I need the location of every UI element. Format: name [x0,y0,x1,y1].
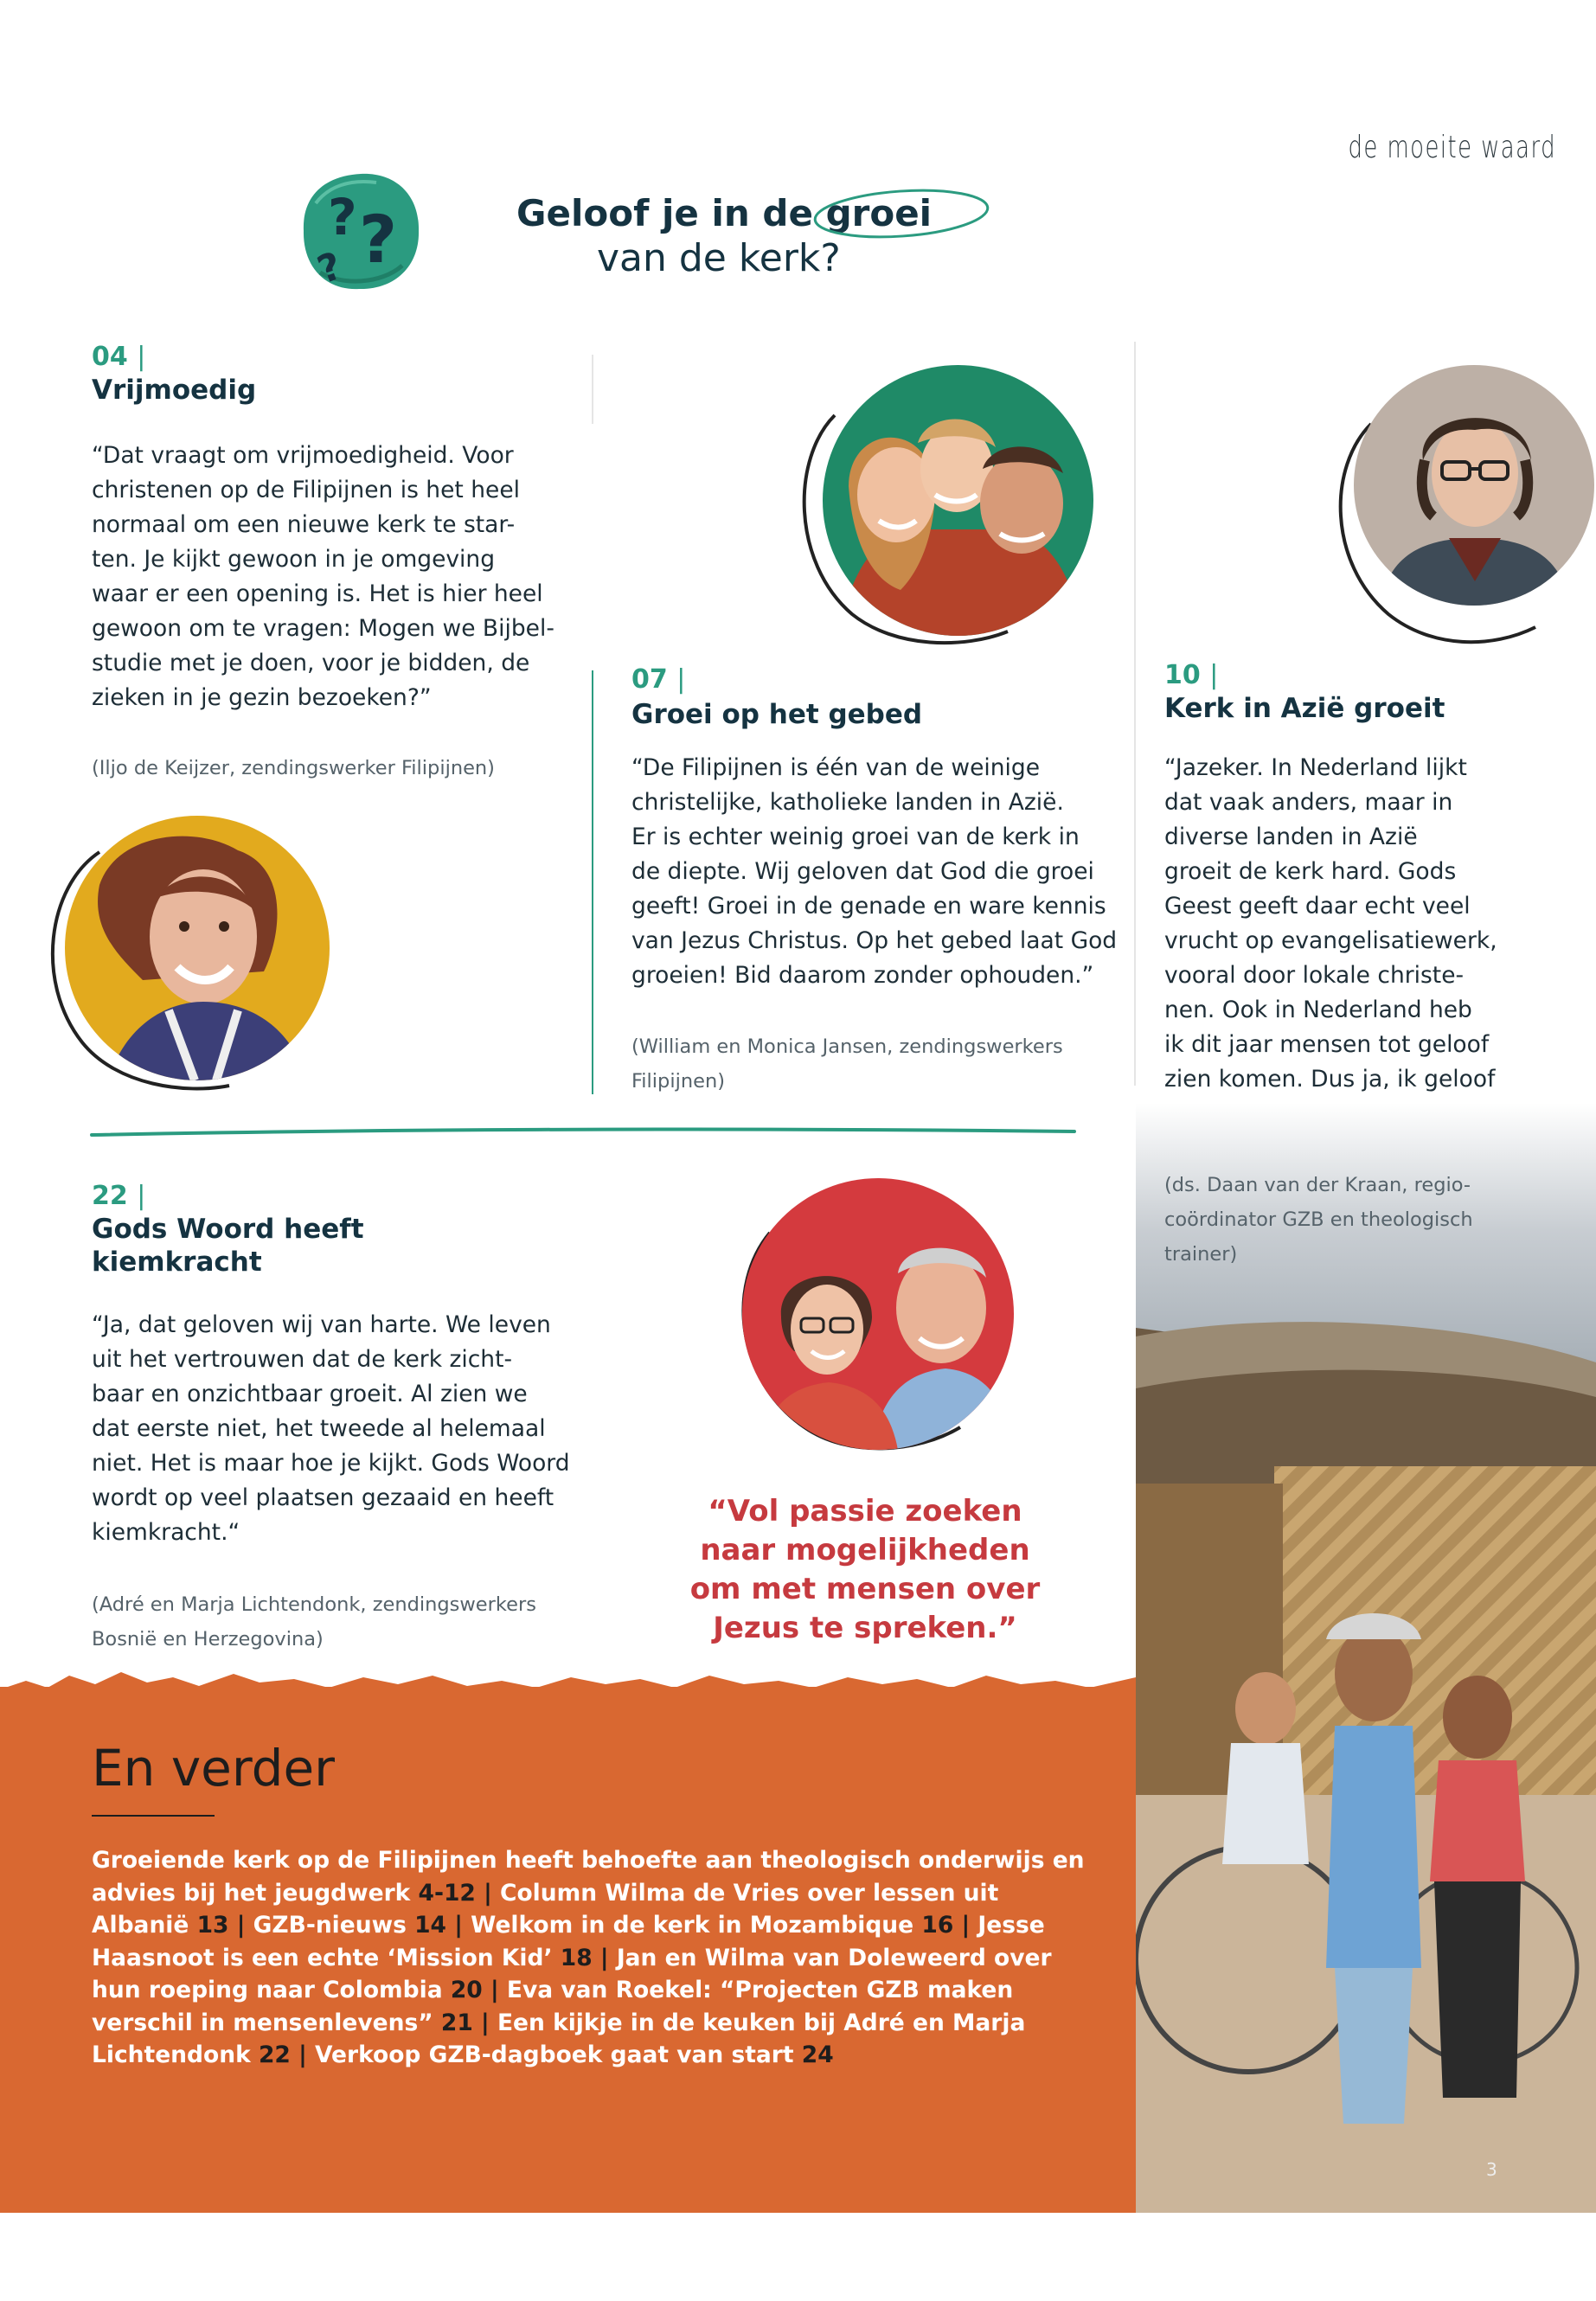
list-item: Eva van Roekel: “Projecten GZB maken verschil in mensenlevens” 21 [92,1977,1014,2036]
en-verder-list: Groeiende kerk op de Filipijnen heeft behoefte aan theologisch onderwijs en advies bij het jeugdwerk 4-12 | Column Wilma de Vries over lessen uit Albanië 13 | GZB-nieuws 14 | Welkom in de kerk in Mozambique 16 | Jesse Haasnoot is een echte ‘Mission Kid’ 18 | Jan en Wilma van Doleweerd over hun roeping naar Colombia 20 | Eva van Roekel: “Projecten GZB maken verschil in mensenlevens” 21 | Een kijkje in de keuken bij Adré en Marja Lichtendonk 22 | Verkoop GZB-dagboek gaat van start 24 [92,1847,1085,2068]
svg-text:?: ? [359,201,398,278]
section-number-04: 04 | [92,342,146,372]
svg-text:?: ? [328,188,357,247]
en-verder-rule [92,1815,215,1817]
highlight-ring-icon [811,183,992,244]
section-caption-22: (Adré en Marja Lichtendonk, zendingswerkers Bosnië en Herzegovina) [92,1593,536,1650]
list-item: Column Wilma de Vries over lessen uit Albanië 13 [92,1879,999,1939]
section-caption-04: (Iljo de Keijzer, zendingswerker Filipijnen) [92,757,495,779]
divider [1134,342,1136,1086]
portrait-iljo [65,816,330,1080]
question-marks-icon [298,169,424,294]
title-line2: van de kerk? [597,236,841,280]
en-verder-title: En verder [92,1739,336,1798]
page-title [484,192,1038,280]
portrait-jansen [823,365,1093,636]
section-number-10: 10 | [1164,660,1219,690]
section-body-10: “Jazeker. In Nederland lijkt dat vaak anders, maar in diverse landen in Azië groeit de kerk hard. Gods Geest geeft daar echt veel vrucht op evangelisatiewerk, vooral door lokale christe- nen. Ook in Nederland heb ik dit jaar mensen tot geloof zien komen. Dus ja, ik geloof [1164,754,1497,1093]
portrait-daan [1354,365,1594,606]
section-heading-10: Kerk in Azië groeit [1164,693,1445,724]
list-item: Jan en Wilma van Doleweerd over hun roeping naar Colombia 20 [92,1944,1052,2003]
section-body-07: “De Filipijnen is één van de weinige christelijke, katholieke landen in Azië. Er is echter weinig groei van de kerk in de diepte. Wij geloven dat God die groei geeft! Groei in de genade en ware kennis van Jezus Christus. Op het gebed laat God groeien! Bid daarom zonder ophouden.” [631,754,1118,989]
divider [592,355,593,424]
page-number: 3 [1486,2159,1497,2180]
list-item: Groeiende kerk op de Filipijnen heeft behoefte aan theologisch onderwijs en advies bij het jeugdwerk 4-12 [92,1847,1085,1907]
list-item: GZB-nieuws 14 [253,1912,446,1939]
list-item: Jesse Haasnoot is een echte ‘Mission Kid’ 18 [92,1912,1045,1971]
section-heading-04: Vrijmoedig [92,375,257,406]
divider [592,670,593,1094]
section-number-22: 22 | [92,1181,146,1211]
pull-quote: “Vol passie zoeken naar mogelijkheden om met mensen over Jezus te spreken.” [689,1494,1041,1645]
list-item: Een kijkje in de keuken bij Adré en Marja Lichtendonk 22 [92,2009,1026,2068]
section-heading-22: Gods Woord heeft kiemkracht [92,1214,364,1278]
section-caption-07: (William en Monica Jansen, zendingswerkers Filipijnen) [631,1035,1063,1093]
horizontal-divider [90,1125,1076,1142]
list-item: Verkoop GZB-dagboek gaat van start 24 [315,2041,834,2068]
svg-text:?: ? [311,243,348,293]
list-item: Welkom in de kerk in Mozambique 16 [471,1912,954,1939]
section-body-04: “Dat vraagt om vrijmoedigheid. Voor christenen op de Filipijnen is het heel normaal om een nieuwe kerk te star- ten. Je kijkt gewoon in je omgeving waar er een opening is. Het is hier heel gewoon om te vragen: Mogen we Bijbel- studie met je doen, voor je bidden, de zieken in je gezin bezoeken?” [92,442,554,711]
section-heading-07: Groei op het gebed [631,699,923,730]
title-prefix: Geloof je in de [516,192,813,234]
section-body-22: “Ja, dat geloven wij van harte. We leven uit het vertrouwen dat de kerk zicht- baar en onzichtbaar groeit. Al zien we dat eerste niet, het tweede al helemaal niet. Het is maar hoe je kijkt. Gods Woord wordt op veel plaatsen gezaaid en heeft kiemkracht.“ [92,1311,570,1546]
section-caption-10: (ds. Daan van der Kraan, regio- coördinator GZB en theologisch trainer) [1164,1174,1473,1266]
title-highlight: groei [826,192,933,234]
portrait-lichtendonk [742,1178,1014,1450]
running-header: de moeite waard [1348,130,1556,165]
section-number-07: 07 | [631,664,686,695]
